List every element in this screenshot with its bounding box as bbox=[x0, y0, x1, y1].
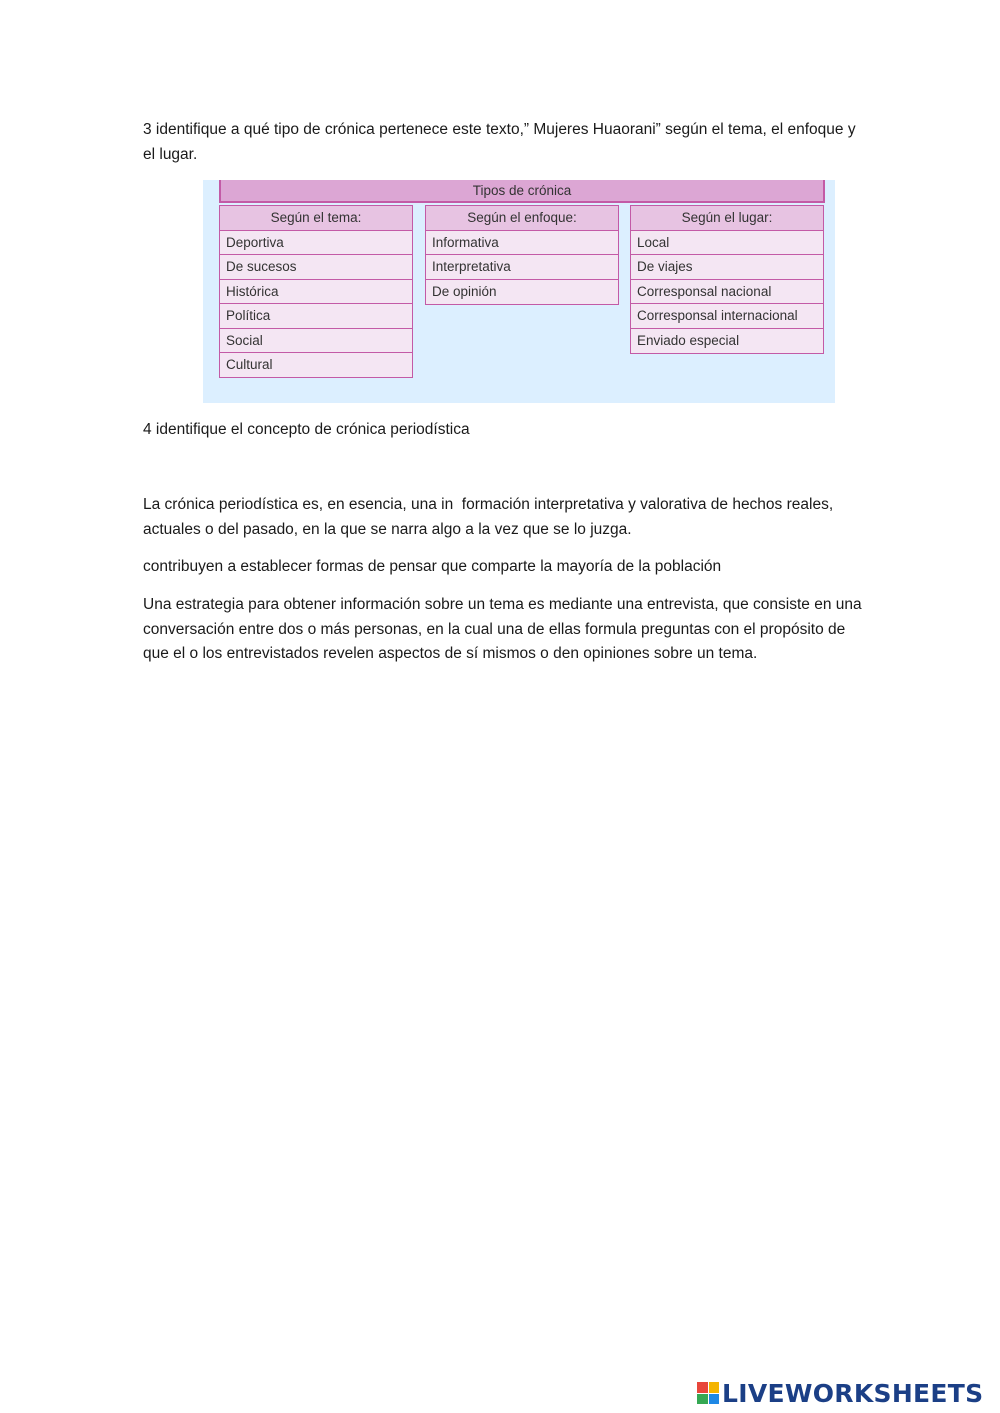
table-cell: De sucesos bbox=[219, 254, 413, 280]
table-cell: Local bbox=[630, 230, 824, 256]
logo-text: LIVEWORKSHEETS bbox=[722, 1378, 984, 1408]
question-3: 3 identifique a qué tipo de crónica pertenece este texto,” Mujeres Huaorani” según el tema, el enfoque y el lugar. bbox=[143, 121, 856, 163]
table-cell: Política bbox=[219, 303, 413, 329]
column-header: Según el enfoque: bbox=[425, 205, 619, 231]
logo-mark-icon bbox=[697, 1382, 719, 1404]
table-cell: Corresponsal nacional bbox=[630, 279, 824, 305]
table-cell: De viajes bbox=[630, 254, 824, 280]
table-cell: Enviado especial bbox=[630, 328, 824, 354]
column-enfoque bbox=[425, 205, 619, 305]
table-cell: Deportiva bbox=[219, 230, 413, 256]
table-cell: De opinión bbox=[425, 279, 619, 305]
cronica-types-table bbox=[203, 180, 835, 403]
table-cell: Corresponsal internacional bbox=[630, 303, 824, 329]
column-header: Según el tema: bbox=[219, 205, 413, 231]
table-title: Tipos de crónica bbox=[219, 180, 825, 203]
table-cell: Social bbox=[219, 328, 413, 354]
table-cell: Cultural bbox=[219, 352, 413, 378]
column-lugar bbox=[630, 205, 824, 354]
table-cell: Histórica bbox=[219, 279, 413, 305]
table-cell: Informativa bbox=[425, 230, 619, 256]
column-tema bbox=[219, 205, 413, 378]
liveworksheets-logo bbox=[697, 1378, 983, 1408]
table-cell: Interpretativa bbox=[425, 254, 619, 280]
answer-paragraph-3: Una estrategia para obtener información sobre un tema es mediante una entrevista, que consiste en una conversación entre dos o más personas, en la cual una de ellas formula preguntas con el propósito de que el o los entrevistados revelen aspectos de sí mismos o den opiniones sobre un tema. bbox=[143, 596, 862, 662]
answer-paragraph-2: contribuyen a establecer formas de pensar que comparte la mayoría de la población bbox=[143, 558, 722, 575]
column-header: Según el lugar: bbox=[630, 205, 824, 231]
answer-paragraph-1: La crónica periodística es, en esencia, una in formación interpretativa y valorativa de hechos reales, actuales o del pasado, en la que se narra algo a la vez que se lo juzga. bbox=[143, 496, 838, 538]
question-4: 4 identifique el concepto de crónica periodística bbox=[143, 421, 470, 438]
